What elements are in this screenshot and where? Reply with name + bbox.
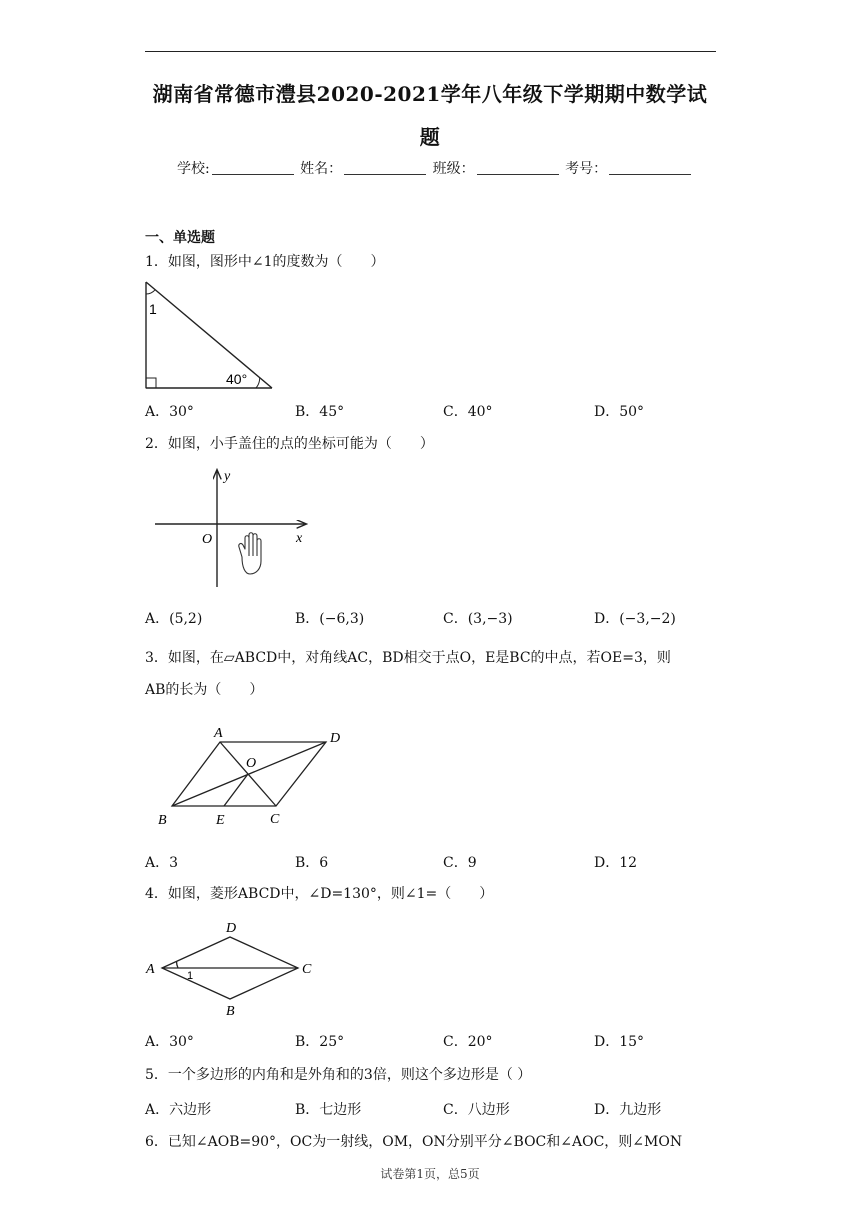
exam-title-line1: 湖南省常德市澧县2020-2021学年八年级下学期期中数学试 (152, 82, 708, 106)
q1-option-d[interactable]: D．50° (594, 404, 645, 420)
name-label: 姓名： (300, 161, 343, 177)
q3-option-b[interactable]: B．6 (295, 855, 329, 871)
q4-option-d[interactable]: D．15° (594, 1034, 645, 1050)
question-1-figure (140, 278, 280, 393)
angle-1-label: 1 (187, 970, 194, 982)
point-d-label: D (330, 731, 341, 746)
class-label: 班级： (432, 161, 475, 177)
question-4-stem: 4．如图，菱形ABCD中，∠D=130°，则∠1=（ ） (145, 886, 494, 902)
school-blank[interactable] (212, 162, 294, 175)
point-b-label: B (158, 813, 167, 828)
q5-option-c[interactable]: C．八边形 (443, 1102, 510, 1118)
exam-number-blank[interactable] (609, 162, 691, 175)
q4-option-a[interactable]: A．30° (145, 1034, 194, 1050)
section-heading: 一、单选题 (145, 230, 215, 246)
q5-option-a[interactable]: A．六边形 (145, 1102, 212, 1118)
school-label: 学校: (177, 161, 210, 177)
q3-option-d[interactable]: D．12 (594, 855, 638, 871)
angle-1-label: 1 (149, 301, 157, 317)
q2-option-a[interactable]: A．(5,2) (145, 611, 203, 627)
point-c-label: C (302, 962, 312, 977)
point-e-label: E (216, 813, 225, 828)
name-blank[interactable] (344, 162, 426, 175)
question-2-stem: 2．如图，小手盖住的点的坐标可能为（ ） (145, 436, 434, 452)
q1-option-b[interactable]: B．45° (295, 404, 345, 420)
point-a-label: A (214, 726, 223, 741)
question-5-stem: 5．一个多边形的内角和是外角和的3倍，则这个多边形是（ ） (145, 1067, 532, 1083)
student-info-row (177, 158, 693, 178)
page-footer: 试卷第1页，总5页 (380, 1167, 480, 1181)
q2-option-b[interactable]: B．(−6,3) (295, 611, 365, 627)
top-rule (145, 51, 716, 52)
q3-option-a[interactable]: A．3 (145, 855, 179, 871)
exam-number-label: 考号： (565, 161, 608, 177)
hand-icon (239, 533, 261, 574)
point-o-label: O (246, 756, 257, 771)
q2-option-c[interactable]: C．(3,−3) (443, 611, 513, 627)
point-c-label: C (270, 812, 280, 827)
point-d-label: D (226, 921, 237, 936)
q3-option-c[interactable]: C．9 (443, 855, 477, 871)
question-3-stem-line2: AB的长为（ ） (145, 682, 264, 698)
q5-option-b[interactable]: B．七边形 (295, 1102, 362, 1118)
x-axis-label: x (296, 531, 303, 546)
question-4-figure (142, 915, 322, 1020)
q4-option-c[interactable]: C．20° (443, 1034, 493, 1050)
class-blank[interactable] (477, 162, 559, 175)
question-3-figure (152, 720, 352, 830)
q2-option-d[interactable]: D．(−3,−2) (594, 611, 676, 627)
q1-option-c[interactable]: C．40° (443, 404, 493, 420)
question-6-stem: 6．已知∠AOB=90°，OC为一射线，OM，ON分别平分∠BOC和∠AOC，则∠MON (145, 1134, 683, 1150)
question-3-stem-line1: 3．如图，在▱ABCD中，对角线AC，BD相交于点O，E是BC的中点，若OE=3，则 (145, 650, 671, 666)
point-a-label: A (146, 962, 155, 977)
y-axis-label: y (224, 469, 231, 484)
q4-option-b[interactable]: B．25° (295, 1034, 345, 1050)
point-b-label: B (226, 1004, 235, 1019)
exam-title-line2: 题 (419, 125, 441, 149)
origin-label: O (202, 532, 213, 547)
question-2-figure (150, 463, 315, 593)
q5-option-d[interactable]: D．九边形 (594, 1102, 662, 1118)
q1-option-a[interactable]: A．30° (145, 404, 194, 420)
question-1-stem: 1．如图，图形中∠1的度数为（ ） (145, 254, 385, 270)
angle-40-label: 40° (226, 371, 248, 387)
